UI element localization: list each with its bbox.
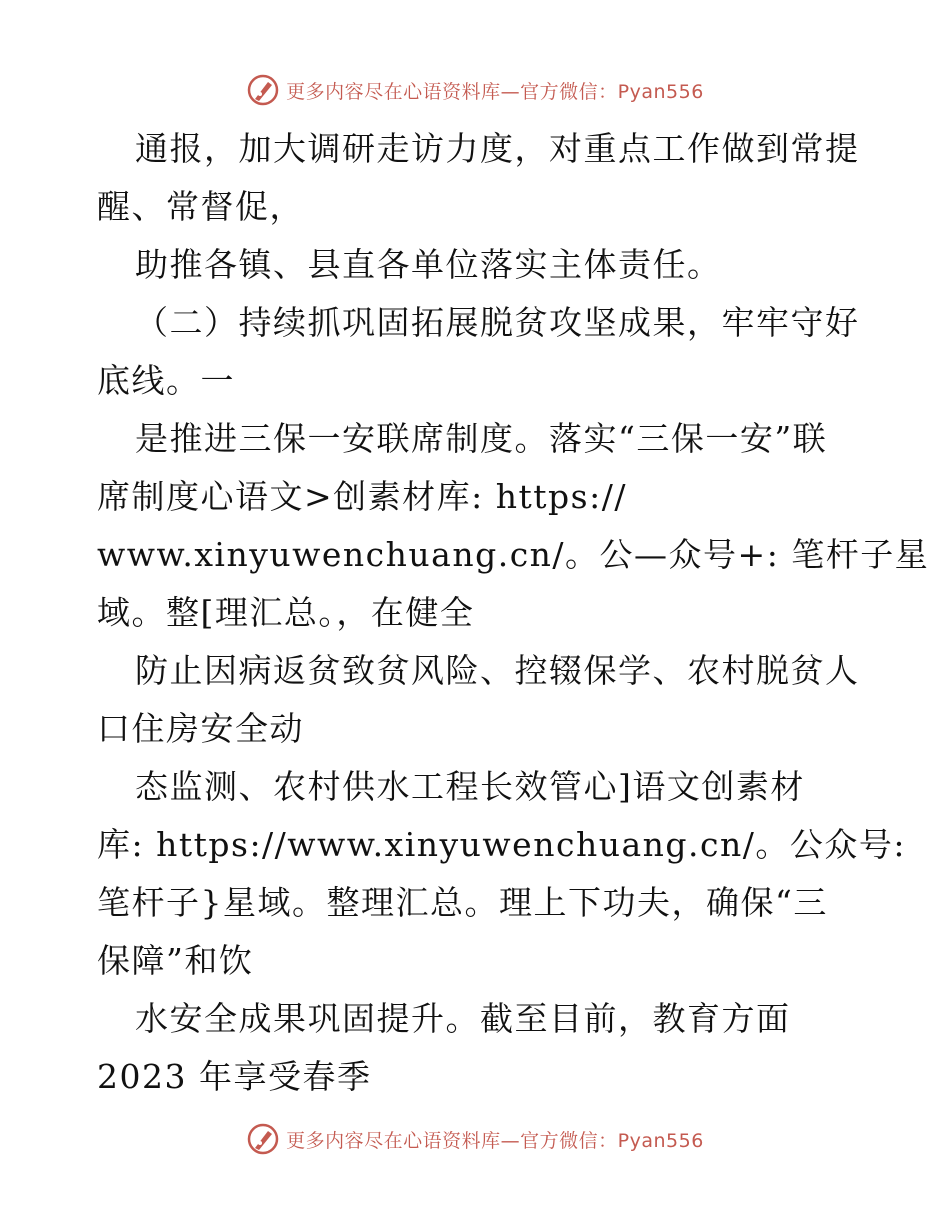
text-line: 2023 年享受春季 [97,1057,372,1096]
text-line: 醒、常督促， [97,187,304,226]
footer-banner-text: 更多内容尽在心语资料库—官方微信：Pyan556 [286,1129,704,1152]
text-line: 通报，加大调研走访力度，对重点工作做到常提 [135,129,860,168]
document-body [97,120,930,1106]
text-line: 底线。一 [97,361,235,400]
pen-nib-logo-icon [246,1122,280,1156]
text-line: 库: https://www.xinyuwenchuang.cn/。公众号: [97,825,906,864]
header-banner-text: 更多内容尽在心语资料库—官方微信：Pyan556 [286,80,704,103]
text-line: 域。整[理汇总。，在健全 [97,593,475,632]
text-line: 助推各镇、县直各单位落实主体责任。 [135,245,722,284]
text-line: 态监测、农村供水工程长效管心]语文创素材 [135,767,805,806]
header-banner [0,70,950,110]
text-line: 席制度心语文>创素材库: https:// [97,477,627,516]
text-line: 保障”和饮 [97,941,254,980]
text-line: 水安全成果巩固提升。截至目前，教育方面 [135,999,791,1038]
footer-banner [0,1119,950,1159]
text-line: www.xinyuwenchuang.cn/。公—众号+: 笔杆子星 [97,535,930,574]
pen-nib-logo-icon [246,73,280,107]
text-line: 口住房安全动 [97,709,304,748]
text-line: 防止因病返贫致贫风险、控辍保学、农村脱贫人 [135,651,860,690]
text-line: 笔杆子}星域。整理汇总。理上下功夫，确保“三 [97,883,828,922]
text-line: 是推进三保一安联席制度。落实“三保一安”联 [135,419,828,458]
text-line: （二）持续抓巩固拓展脱贫攻坚成果，牢牢守好 [135,303,860,342]
